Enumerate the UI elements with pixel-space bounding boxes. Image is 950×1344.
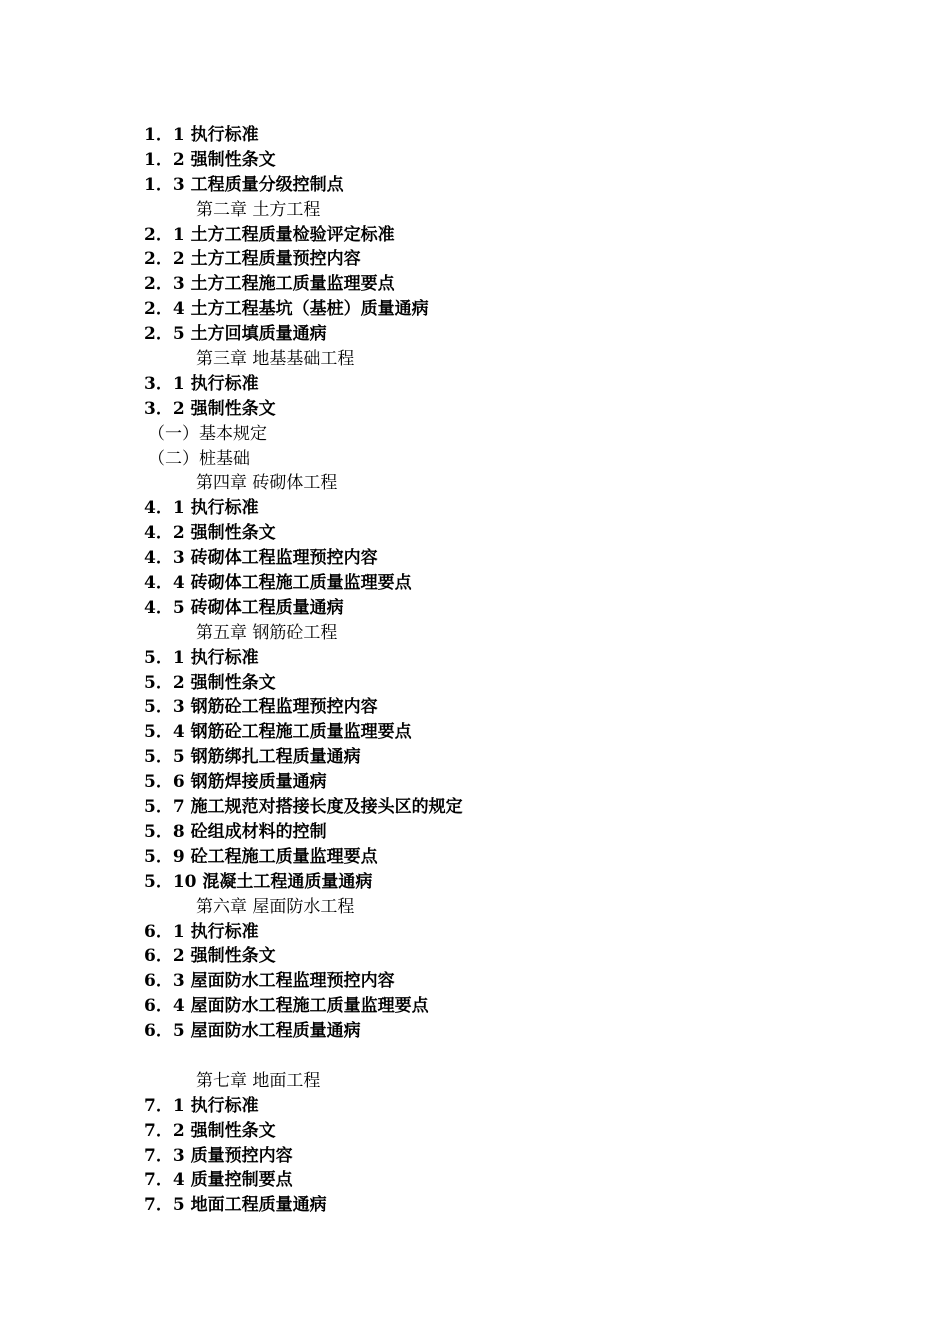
toc-item: 5．7 施工规范对搭接长度及接头区的规定 [144,797,463,818]
toc-item: 4．4 砖砌体工程施工质量监理要点 [144,573,412,594]
toc-item: 4．3 砖砌体工程监理预控内容 [144,548,378,569]
toc-item: 2．2 土方工程质量预控内容 [144,249,361,270]
toc-item: 4．1 执行标准 [144,498,259,519]
toc-item: 1．3 工程质量分级控制点 [144,174,344,195]
toc-item: 3．2 强制性条文 [144,398,276,419]
toc-item: 2．4 土方工程基坑（基桩）质量通病 [144,299,429,320]
chapter-heading: 第四章 砖砌体工程 [196,473,338,494]
toc-item: 6．3 屋面防水工程监理预控内容 [144,971,395,992]
toc-item: 5．6 钢筋焊接质量通病 [144,772,327,793]
toc-item: 5．2 强制性条文 [144,672,276,693]
toc-item: 2．1 土方工程质量检验评定标准 [144,224,395,245]
table-of-contents [144,123,844,1218]
toc-item: 5．9 砼工程施工质量监理要点 [144,846,378,867]
toc-item: 6．4 屋面防水工程施工质量监理要点 [144,996,429,1017]
toc-item: 7．3 质量预控内容 [144,1145,293,1166]
chapter-heading: 第五章 钢筋砼工程 [196,622,338,643]
toc-item: 4．2 强制性条文 [144,523,276,544]
toc-item: 7．5 地面工程质量通病 [144,1195,327,1216]
toc-item: 5．3 钢筋砼工程监理预控内容 [144,697,378,718]
toc-item: 4．5 砖砌体工程质量通病 [144,597,344,618]
toc-subsection: （一）基本规定 [148,423,267,444]
toc-item: 7．4 质量控制要点 [144,1170,293,1191]
toc-item: 2．5 土方回填质量通病 [144,324,327,345]
toc-item: 5．1 执行标准 [144,647,259,668]
chapter-heading: 第七章 地面工程 [196,1070,321,1091]
toc-item: 1．2 强制性条文 [144,149,276,170]
toc-item: 6．5 屋面防水工程质量通病 [144,1021,361,1042]
toc-item: 1．1 执行标准 [144,125,259,145]
chapter-heading: 第二章 土方工程 [196,199,321,220]
chapter-heading: 第三章 地基基础工程 [196,349,355,370]
toc-item: 7．2 强制性条文 [144,1120,276,1141]
toc-item: 5．10 混凝土工程通质量通病 [144,871,373,892]
toc-item: 2．3 土方工程施工质量监理要点 [144,274,395,295]
blank-line [144,1044,844,1069]
toc-item: 6．2 强制性条文 [144,946,276,967]
toc-item: 3．1 执行标准 [144,373,259,394]
toc-item: 6．1 执行标准 [144,921,259,942]
toc-item: 5．4 钢筋砼工程施工质量监理要点 [144,722,412,743]
toc-item: 5．8 砼组成材料的控制 [144,821,327,842]
toc-subsection: （二）桩基础 [148,448,250,469]
chapter-heading: 第六章 屋面防水工程 [196,896,355,917]
toc-item: 7．1 执行标准 [144,1095,259,1116]
toc-item: 5．5 钢筋绑扎工程质量通病 [144,747,361,768]
